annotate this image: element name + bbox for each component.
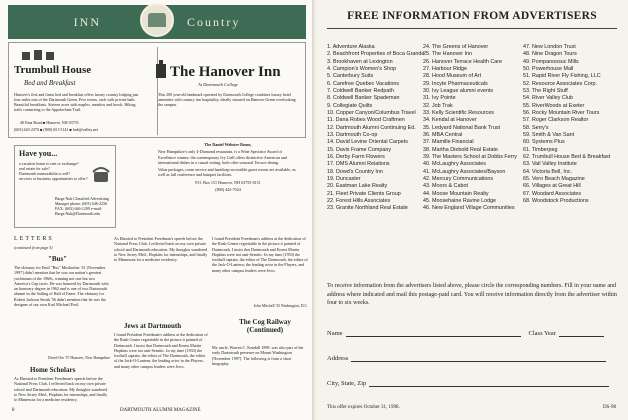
advertiser-item[interactable]: 54. River Valley Club: [523, 95, 573, 102]
hanover-inn-logo-icon: [154, 60, 168, 78]
advertiser-item[interactable]: 56. Rocky Mountain River Tours: [523, 109, 600, 116]
letter-title: Home Scholars: [30, 366, 76, 374]
telephone-icon: [91, 164, 111, 184]
advertiser-item[interactable]: 2. Beachfront Properties of Boca Grande: [327, 51, 425, 58]
page-number: 8: [12, 408, 15, 413]
advertiser-item[interactable]: 6. Carefree Quebec Vacations: [327, 80, 400, 87]
advertiser-item[interactable]: 8. Coldwell Banker Spademan: [327, 95, 400, 102]
trumbull-house-phones: (603) 643-2370 ■ (800) 651-5141 ■ bnb@valley.net: [14, 127, 98, 132]
letter-body: My uncle, Warren C. Kendall 1899, was also part of the early Dartmouth presence on Mount Washington [November 1997]. The following is from a short biography.: [212, 345, 304, 366]
advertiser-item[interactable]: 1. Adventure Alaska: [327, 44, 375, 50]
advertiser-column-2: [423, 44, 517, 213]
advertiser-item[interactable]: 20. Eastman Lake Realty: [327, 183, 388, 190]
advertiser-item[interactable]: 24. The Greens of Hanover: [423, 44, 489, 50]
advertiser-item[interactable]: 11. Dana Robes Wood Craftmen: [327, 117, 405, 124]
have-you-title: Have you...: [19, 149, 58, 158]
have-you-box: [14, 145, 116, 228]
packages-text: Value packages, room service and handicap-accessible guest rooms are available, as well as full conference and banquet facilities.: [158, 167, 296, 178]
advertiser-item[interactable]: 9. Collegiate Quilts: [327, 102, 373, 109]
name-field[interactable]: [346, 330, 521, 337]
banner-left-text: INN: [73, 14, 101, 29]
advertiser-item[interactable]: 7. Coldwell Banker Redpath: [327, 87, 394, 94]
trumbull-house-logo-icon: [18, 46, 58, 60]
award-name: The Daniel Webster Room,: [204, 142, 252, 147]
page-fold: [312, 0, 316, 420]
hanover-inn-text: This 200 year-old landmark operated by Dartmouth College combines luxury hotel amenities with country inn hospitality, ideally situated on Hanover Green overlooking the campus.: [158, 92, 296, 107]
have-you-item: services or business opportunities to offer?: [19, 176, 88, 181]
hanover-inn-title: The Hanover Inn: [170, 64, 281, 80]
card-code: DS-98: [602, 405, 616, 410]
trumbull-house-title: Trumbull House: [14, 64, 92, 76]
trumbull-house-text: Hanover's first and finest bed and breakfast offers luxury country lodging just four miles east of the Dartmouth Green. Five rooms, each with private bath. Beautiful breakfasts. Sixteen acres with maples, meadow and brook. Hiking trails connecting to the Appalachian Trail.: [14, 92, 139, 112]
advertiser-item[interactable]: 51. Rapid River Fly Fishing, LLC: [523, 73, 601, 80]
instructions-text: To receive information from the advertisers listed above, please circle the corresponding numbers. Fill in your name and address where indicated and mail this postage-paid card. You will receive information directly from the advertiser within four to six weeks.: [327, 283, 617, 306]
letter-signature: John Mitchell '35 Washington, D.C.: [253, 304, 308, 308]
advertiser-item[interactable]: 12. Dartmouth Alumni Continuing Ed.: [327, 124, 416, 131]
letter-title: The Cog Railway (Continued): [239, 318, 291, 334]
hanover-inn-subtitle: At Dartmouth College: [198, 82, 238, 87]
advertiser-item[interactable]: 37. Mamille Financial: [423, 139, 474, 146]
letter-title: Jews at Dartmouth: [124, 322, 182, 330]
trumbull-house-address: 40 Etna Road ■ Hanover, NH 03755: [20, 120, 79, 125]
advertiser-item[interactable]: 38. Martha Diebold Real Estate: [423, 146, 498, 153]
advertiser-item[interactable]: 33. Kelly Scientific Resources: [423, 109, 495, 116]
advertiser-column-1: [327, 44, 424, 213]
advertiser-item[interactable]: 27. Harbour Ridge: [423, 65, 468, 72]
advertiser-item[interactable]: 43. Moors & Cabot: [423, 183, 468, 190]
advertiser-item[interactable]: 46. New England Village Communities: [423, 205, 515, 212]
advertiser-item[interactable]: 61. Timberpeg: [523, 146, 558, 153]
advertiser-item[interactable]: 66. Villages at Great Hill: [523, 183, 581, 190]
advertiser-item[interactable]: 29. Incyte Pharmaceuticals: [423, 80, 488, 87]
magazine-footer: DARTMOUTH ALUMNI MAGAZINE: [120, 408, 201, 413]
city-label: City, State, Zip: [327, 380, 367, 387]
advertiser-item[interactable]: 14. David Levine Oriental Carpets: [327, 139, 408, 146]
advertiser-item[interactable]: 10. Copper Canyon/Columbus Travel: [327, 109, 416, 116]
advertiser-item[interactable]: 55. RiverWoods at Exeter: [523, 102, 585, 109]
advertiser-item[interactable]: 31. Ivy Pointe: [423, 95, 456, 102]
letter-body-continued: I found President Freedman's address at the dedication of the Rush Center regrettable in the picture it painted of Dartmouth. I insist that Dartmouth and Ernest Martin Hopkins were not anti-Semitic. In my time (1933) the football captain, the editor of The Dartmouth, the editor of the Jack-O-Lantern, the leading actor in the Players, and many other campus leaders were Jews.: [212, 236, 308, 273]
letter-title: "Bus": [48, 255, 68, 263]
advertiser-item[interactable]: 62. Trumbull House Bed & Breakfast: [523, 153, 611, 160]
advertiser-item[interactable]: 48. Nine Dragon Tours: [523, 51, 577, 58]
advertiser-item[interactable]: 50. Powerhouse Mall: [523, 65, 574, 72]
address-row: [327, 355, 617, 362]
letter-body: The obituary for Emil "Bus" Mosbacher '41 [November 1997] didn't mention that he was our nation's greatest yachtsman of the 1960s, winning not one but two America's Cup races. He was honored by Dartmouth with an honorary degree in 1962 and is one of two Dartmouth alumni in the Sailing of Hall of Fame. The obituary for Robert Jackson Smith '56 didn't mention that he was the designer of our own Karl Michael Pool.: [14, 265, 109, 308]
advertiser-item[interactable]: 17. DMS Alumni Relations: [327, 161, 390, 168]
banner-right-text: Country: [186, 14, 241, 29]
trumbull-house-subtitle: Bed and Breakfast: [24, 79, 76, 87]
advertiser-item[interactable]: 57. Roger Clarkson Realtor: [523, 117, 589, 124]
inn-seal-icon: [140, 3, 174, 37]
advertiser-item[interactable]: 3. Brookhaven at Lexington: [327, 58, 393, 65]
title-rule: [327, 28, 617, 29]
have-you-item: real estate for sale?: [19, 166, 50, 171]
letter-body: As Elmsted to President Freedman's speech before the National Press Club, I reflected back on my own private school and Dartmouth education. My thoughts wandered to New Jersey Med., Hopkins for internships, and finally to Minnesota for a medicine residency.: [14, 376, 108, 403]
advertiser-item[interactable]: 22. Forest Hills Associates: [327, 197, 391, 204]
address-field[interactable]: [351, 355, 606, 362]
advertiser-item[interactable]: 63. Vail Valley Institute: [523, 161, 577, 168]
name-row: [327, 330, 617, 337]
have-you-contact: Barge Nuk Classified Advertising Manager phone: (603) 646-2256 FAX: (603) 646-1209 e-mail: Barge.Nuk@Dartmouth.edu: [55, 196, 110, 216]
advertiser-item[interactable]: 39. The Masters School at Dobbs Ferry: [423, 153, 517, 160]
letter-body-continued: As Elmsted to President Freedman's speech before the National Press Club, I reflected back on my own private school and Dartmouth education. My thoughts wandered to New Jersey Med., Hopkins for internships, and finally to Minnesota for a medicine residency.: [114, 236, 208, 263]
advertiser-item[interactable]: 30. Ivy League alumni events: [423, 87, 494, 94]
name-label: Name: [327, 330, 343, 337]
advertiser-item[interactable]: 15. Davis Frame Company: [327, 146, 392, 153]
class-year-field[interactable]: [559, 330, 604, 337]
advertiser-item[interactable]: 5. Canterbury Suits: [327, 73, 374, 80]
advertiser-column-3: [523, 44, 610, 205]
hanover-inn-address: P.O. Box 151 Hanover, NH 03755-0151: [195, 179, 261, 185]
advertiser-item[interactable]: 19. Duncaster: [327, 175, 361, 182]
letter-body: I found President Freedman's address at the dedication of the Rush Center regrettable in the picture it painted of Dartmouth. I insist that Dartmouth and Ernest Martin Hopkins were not anti-Semitic. In my time (1933) the football captain, the editor of The Dartmouth, the editor of the Jack-O-Lantern, the leading actor in the Players, and many other campus leaders were Jews.: [114, 332, 208, 369]
advertiser-item[interactable]: 60. Systems Plus: [523, 139, 565, 146]
advertiser-item[interactable]: 41. McLaughry Associates/Bayson: [423, 168, 506, 175]
letters-continued: (continued from page 5): [14, 245, 53, 250]
advertiser-item[interactable]: 49. Pompanoosuc Mills: [523, 58, 579, 65]
city-row: [327, 380, 617, 387]
page-title: FREE INFORMATION FROM ADVERTISERS: [347, 10, 597, 22]
advertiser-item[interactable]: 68. Woodstock Productions: [523, 197, 589, 204]
advertiser-item[interactable]: 65. Vero Beach Magazine: [523, 175, 585, 182]
offer-expiry: This offer expires October 31, 1998.: [327, 405, 400, 410]
letters-heading: LETTERS: [14, 236, 54, 242]
have-you-list: [19, 161, 89, 181]
city-field[interactable]: [369, 380, 609, 387]
advertiser-item[interactable]: 44. Moose Mountain Realty: [423, 190, 489, 197]
class-year-label: Class Year: [528, 330, 556, 337]
advertiser-item[interactable]: 40. McLaughry Associates: [423, 161, 486, 168]
award-text: New Hampshire's only 4-Diamond restaurant, is a Wine Spectator Award of Excellence winner; the contemporary Ivy Grill offers distinctive American and international dishes in a casual setting, both offer seasonal Terrace dining.: [158, 149, 287, 165]
advertiser-item[interactable]: 4. Campion's Women's Shop: [327, 65, 397, 72]
advertiser-item[interactable]: 59. Smith & Van Sant: [523, 131, 575, 138]
advertiser-item[interactable]: 45. Moosehaine Ravine Lodge: [423, 197, 497, 204]
hanover-inn-details: [158, 142, 298, 194]
advertiser-item[interactable]: 35. Ledyard National Bank Trust: [423, 124, 501, 131]
advertiser-item[interactable]: 23. Granite Northland Real Estate: [327, 205, 408, 212]
hanover-inn-phone: (800) 443-7024: [215, 187, 241, 193]
have-you-item: Dartmouth memorabilia to sell?: [19, 171, 70, 176]
advertiser-item[interactable]: 53. The Right Stuff: [523, 87, 568, 94]
advertiser-item[interactable]: 52. Resource Associates Corp.: [523, 80, 598, 87]
have-you-item: a vacation home to rent or exchange?: [19, 161, 79, 166]
advertiser-item[interactable]: 28. Hood Museum of Art: [423, 73, 482, 80]
advertiser-item[interactable]: 42. Mercury Communications: [423, 175, 494, 182]
advertiser-item[interactable]: 58. Serry's: [523, 124, 549, 131]
advertiser-item[interactable]: 64. Victoria Bell, Inc.: [523, 168, 573, 175]
advertiser-item[interactable]: 18. Dowd's Country Inn: [327, 168, 383, 175]
advertiser-item[interactable]: 13. Dartmouth Co-op: [327, 131, 378, 138]
advertiser-item[interactable]: 26. Hanover Terrace Health Care: [423, 58, 503, 65]
advertiser-item[interactable]: 47. New London Trust: [523, 44, 576, 50]
advertiser-item[interactable]: 32. Job Trak: [423, 102, 453, 109]
advertiser-item[interactable]: 36. MBA Central: [423, 131, 463, 138]
address-label: Address: [327, 355, 349, 362]
right-page: [314, 0, 628, 420]
advertiser-item[interactable]: 67. Woodard Associates: [523, 190, 582, 197]
letter-signature: David Ore '57 Hanover, New Hampshire: [48, 356, 110, 360]
advertiser-item[interactable]: 16. Derby Farm Flowers: [327, 153, 385, 160]
advertiser-item[interactable]: 21. Fleet Private Clients Group: [327, 190, 401, 197]
advertiser-item[interactable]: 34. Kendal at Hanover: [423, 117, 477, 124]
advertiser-item[interactable]: 25. The Hanover Inn: [423, 51, 473, 58]
